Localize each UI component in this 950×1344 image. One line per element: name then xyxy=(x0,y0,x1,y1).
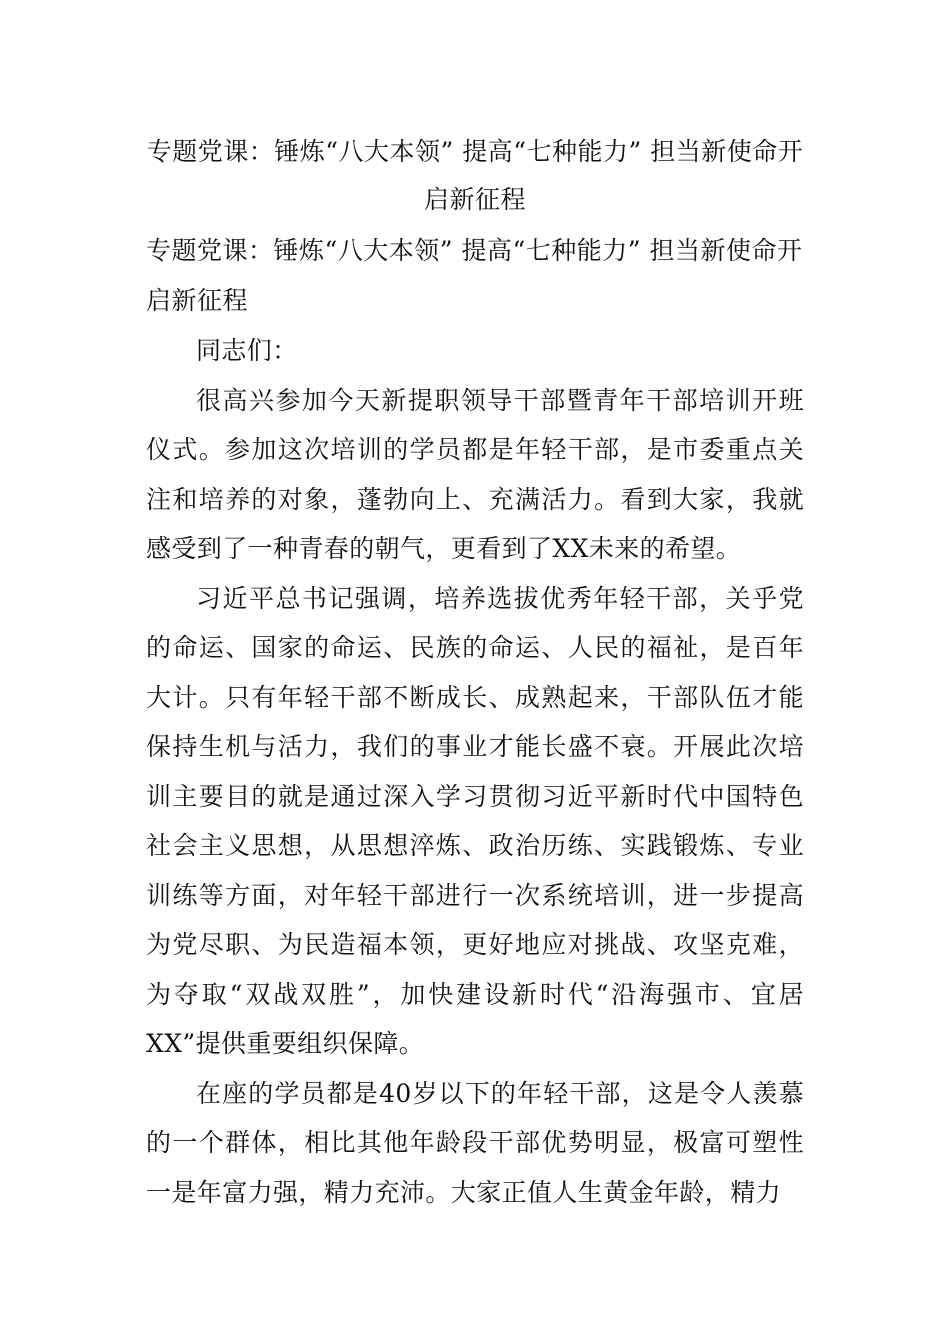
document-title: 专题党课：锤炼“八大本领” 提高“七种能力” 担当新使命开启新征程 xyxy=(146,137,804,214)
document-body xyxy=(146,128,804,1217)
paragraph-1: 很高兴参加今天新提职领导干部暨青年干部培训开班仪式。参加这次培训的学员都是年轻干部，是市委重点关注和培养的对象，蓬勃向上、充满活力。看到大家，我就感受到了一种青春的朝气，更看到了XX未来的希望。 xyxy=(146,385,804,563)
document-subtitle: 专题党课：锤炼“八大本领” 提高“七种能力” 担当新使命开启新征程 xyxy=(146,236,803,315)
paragraph-3: 在座的学员都是40岁以下的年轻干部，这是令人羡慕的一个群体，相比其他年龄段干部优势明显，极富可塑性一是年富力强，精力充沛。大家正值人生黄金年龄，精力 xyxy=(146,1078,804,1207)
salutation: 同志们： xyxy=(196,336,298,365)
paragraph-2: 习近平总书记强调，培养选拔优秀年轻干部，关乎党的命运、国家的命运、民族的命运、人民的福祉，是百年大计。只有年轻干部不断成长、成熟起来，干部队伍才能保持生机与活力，我们的事业才能长盛不衰。开展此次培训主要目的就是通过深入学习贯彻习近平新时代中国特色社会主义思想，从思想淬炼、政治历练、实践锻炼、专业训练等方面，对年轻干部进行一次系统培训，进一步提高为党尽职、为民造福本领，更好地应对挑战、攻坚克难，为夺取“双战双胜”，加快建设新时代“沿海强市、宜居XX”提供重要组织保障。 xyxy=(146,583,804,1058)
